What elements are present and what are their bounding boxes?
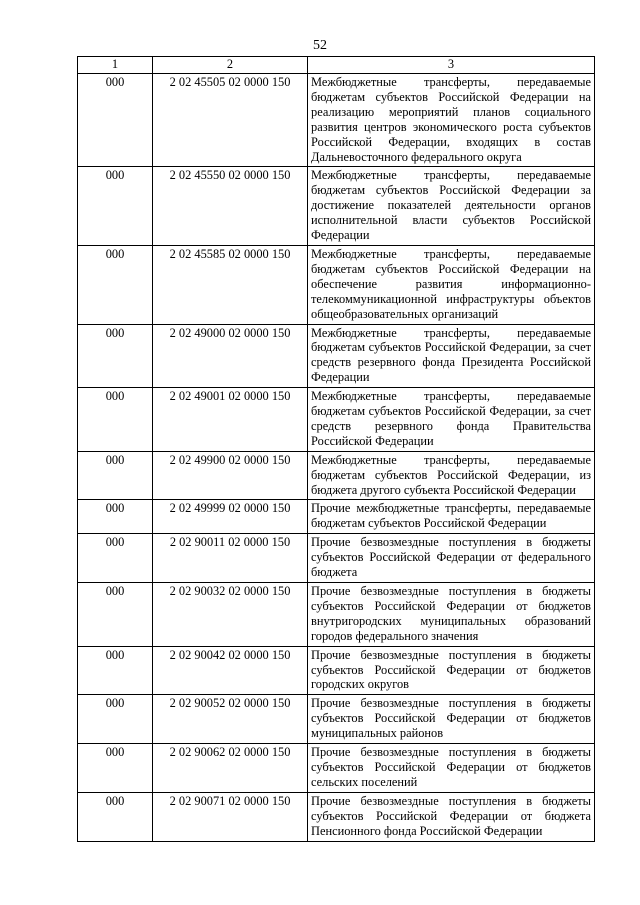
budget-code-cell: 2 02 49900 02 0000 150 [153, 451, 308, 500]
budget-code-cell: 2 02 90042 02 0000 150 [153, 646, 308, 695]
budget-code-cell: 2 02 90011 02 0000 150 [153, 534, 308, 583]
admin-code-cell: 000 [78, 534, 153, 583]
description-cell: Межбюджетные трансферты, передаваемые бюджетам субъектов Российской Федерации за достижение показателей деятельности органов исполнительной власти субъектов Российской Федерации [308, 167, 595, 246]
table-row [78, 695, 595, 744]
description-cell: Прочие безвозмездные поступления в бюджеты субъектов Российской Федерации от федерального бюджета [308, 534, 595, 583]
budget-code-cell: 2 02 49000 02 0000 150 [153, 324, 308, 388]
column-header-1: 1 [78, 57, 153, 74]
table-row [78, 792, 595, 841]
table-row [78, 324, 595, 388]
table-row [78, 583, 595, 647]
budget-code-cell: 2 02 45550 02 0000 150 [153, 167, 308, 246]
table-row [78, 500, 595, 534]
admin-code-cell: 000 [78, 388, 153, 452]
admin-code-cell: 000 [78, 792, 153, 841]
description-cell: Прочие безвозмездные поступления в бюджеты субъектов Российской Федерации от бюджетов муниципальных районов [308, 695, 595, 744]
budget-code-cell: 2 02 90032 02 0000 150 [153, 583, 308, 647]
admin-code-cell: 000 [78, 744, 153, 793]
page-number: 52 [313, 38, 327, 53]
admin-code-cell: 000 [78, 324, 153, 388]
admin-code-cell: 000 [78, 451, 153, 500]
description-cell: Межбюджетные трансферты, передаваемые бюджетам субъектов Российской Федерации, за счет средств резервного фонда Правительства Российской Федерации [308, 388, 595, 452]
description-cell: Прочие безвозмездные поступления в бюджеты субъектов Российской Федерации от бюджетов городских округов [308, 646, 595, 695]
budget-code-cell: 2 02 90071 02 0000 150 [153, 792, 308, 841]
description-cell: Прочие безвозмездные поступления в бюджеты субъектов Российской Федерации от бюджетов сельских поселений [308, 744, 595, 793]
description-cell: Прочие безвозмездные поступления в бюджеты субъектов Российской Федерации от бюджетов внутригородских муниципальных образований городов федерального значения [308, 583, 595, 647]
admin-code-cell: 000 [78, 695, 153, 744]
table-row [78, 451, 595, 500]
budget-classification-table [77, 56, 595, 842]
admin-code-cell: 000 [78, 500, 153, 534]
table-row [78, 534, 595, 583]
admin-code-cell: 000 [78, 245, 153, 324]
admin-code-cell: 000 [78, 167, 153, 246]
admin-code-cell: 000 [78, 74, 153, 167]
table-row [78, 245, 595, 324]
budget-code-cell: 2 02 49001 02 0000 150 [153, 388, 308, 452]
admin-code-cell: 000 [78, 646, 153, 695]
admin-code-cell: 000 [78, 583, 153, 647]
description-cell: Межбюджетные трансферты, передаваемые бюджетам субъектов Российской Федерации, из бюджета другого субъекта Российской Федерации [308, 451, 595, 500]
description-cell: Прочие межбюджетные трансферты, передаваемые бюджетам субъектов Российской Федерации [308, 500, 595, 534]
table-row [78, 646, 595, 695]
table-row [78, 388, 595, 452]
budget-code-cell: 2 02 49999 02 0000 150 [153, 500, 308, 534]
column-header-3: 3 [308, 57, 595, 74]
description-cell: Межбюджетные трансферты, передаваемые бюджетам субъектов Российской Федерации на реализацию мероприятий планов социального развития центров экономического роста субъектов Российской Федерации, входящих в состав Дальневосточного федерального округа [308, 74, 595, 167]
column-header-2: 2 [153, 57, 308, 74]
description-cell: Межбюджетные трансферты, передаваемые бюджетам субъектов Российской Федерации на обеспечение развития информационно-телекоммуникационной инфраструктуры объектов общеобразовательных организаций [308, 245, 595, 324]
table-row [78, 744, 595, 793]
description-cell: Прочие безвозмездные поступления в бюджеты субъектов Российской Федерации от бюджета Пенсионного фонда Российской Федерации [308, 792, 595, 841]
budget-code-cell: 2 02 90062 02 0000 150 [153, 744, 308, 793]
table-row [78, 167, 595, 246]
table-header-row [78, 57, 595, 74]
description-cell: Межбюджетные трансферты, передаваемые бюджетам субъектов Российской Федерации, за счет средств резервного фонда Президента Российской Федерации [308, 324, 595, 388]
table-row [78, 74, 595, 167]
budget-code-cell: 2 02 90052 02 0000 150 [153, 695, 308, 744]
budget-code-cell: 2 02 45585 02 0000 150 [153, 245, 308, 324]
budget-code-cell: 2 02 45505 02 0000 150 [153, 74, 308, 167]
